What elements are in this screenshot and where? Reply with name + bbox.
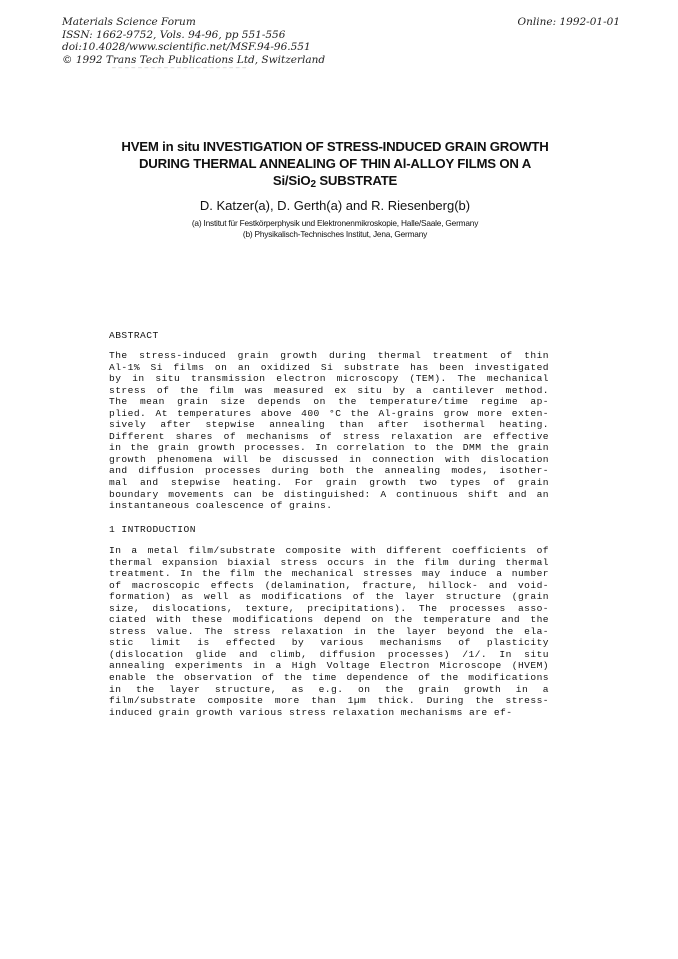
text-line: in the layer structure, as e.g. on the grain growth in a: [109, 683, 549, 695]
issn-line: ISSN: 1662-9752, Vols. 94-96, pp 551-556: [62, 28, 286, 41]
text-line: and diffusion processes during both the annealing modes, isother-: [109, 465, 549, 477]
text-line: sively after stepwise annealing than after isothermal heating.: [109, 419, 549, 431]
text-line: boundary movements can be distinguished: A continuous shift and an: [109, 488, 549, 500]
text-line: of macroscopic effects (delamination, fracture, hillock- and void-: [109, 579, 549, 591]
text-line: Al-1% Si films on an oxidized Si substrate has been investigated: [109, 361, 549, 373]
title-line-1: HVEM in situ INVESTIGATION OF STRESS-INDUCED GRAIN GROWTH: [121, 139, 549, 154]
text-line: The mean grain size depends on the temperature/time regime ap-: [109, 396, 549, 408]
text-line: plied. At temperatures above 400 °C the Al-grains grow more exten-: [109, 407, 549, 419]
doi-link[interactable]: doi:10.4028/www.scientific.net/MSF.94-96.551: [62, 41, 311, 53]
journal-name: Materials Science Forum: [62, 16, 196, 28]
journal-header: [62, 16, 325, 66]
text-line: ciated with these modifications depend on the temperature and the: [109, 614, 549, 626]
text-line: Different shares of mechanisms of stress relaxation are effective: [109, 430, 549, 442]
text-line: stress of the film was measured ex situ by a cantilever method.: [109, 384, 549, 396]
authors: D. Katzer(a), D. Gerth(a) and R. Riesenberg(b): [199, 198, 471, 213]
text-line: treatment. In the film the mechanical stresses may induce a number: [109, 568, 549, 580]
text-line: (dislocation glide and climb, diffusion processes) /1/. In situ: [109, 648, 549, 660]
text-line: In a metal film/substrate composite with different coefficients of: [109, 545, 549, 556]
text-line: thermal expansion biaxial stress occurs in the film during thermal: [109, 556, 549, 568]
introduction-heading: 1 INTRODUCTION: [109, 524, 196, 535]
introduction-body: [109, 545, 549, 718]
text-line: induced grain growth various stress relaxation mechanisms are ef-: [109, 706, 513, 718]
text-line: formation) as well as modifications of the layer structure (grain: [109, 591, 549, 603]
text-line: The stress-induced grain growth during thermal treatment of thin: [109, 350, 549, 361]
copyright-line: © 1992 Trans Tech Publications Ltd, Switzerland: [62, 53, 326, 66]
faint-copyright-strip: ─ ─ ─ ─ ─ ─ ─ ─ ─ ─ ─ ─ ─ ─ ─ ─ ─ ─ ─ ─ ─: [112, 65, 247, 72]
text-line: instantaneous coalescence of grains.: [109, 500, 333, 512]
text-line: by in situ transmission electron microscopy (TEM). The mechanical: [109, 373, 549, 385]
title-line-2: DURING THERMAL ANNEALING OF THIN Al-ALLOY FILMS ON A: [138, 156, 532, 171]
paper-title: [90, 138, 580, 193]
title-line-3: Si/SiO$_2$ SUBSTRATE: [272, 173, 398, 190]
text-line: stic limit is effected by various mechanisms of plasticity: [109, 637, 549, 649]
abstract-heading: ABSTRACT: [109, 330, 159, 341]
online-date: Online: 1992-01-01: [517, 16, 620, 28]
text-line: stress value. The stress relaxation in the layer beyond the ela-: [109, 625, 549, 637]
text-line: film/substrate composite more than 1µm thick. During the stress-: [109, 695, 549, 707]
text-line: growth phenomena will be discussed in connection with dislocation: [109, 453, 549, 465]
text-line: in the grain growth processes. In correlation to the DMM the grain: [109, 442, 549, 454]
text-line: mal and stepwise heating. For grain growth two types of grain: [109, 477, 549, 489]
affiliation-a: (a) Institut für Festkörperphysik und Elektronenmikroskopie, Halle/Saale, Germany: [191, 218, 479, 228]
text-line: enable the observation of the time dependence of the modifications: [109, 672, 549, 684]
text-line: annealing experiments in a High Voltage Electron Microscope (HVEM): [109, 660, 549, 672]
abstract-body: [109, 350, 549, 512]
affiliation-b: (b) Physikalisch-Technisches Institut, Jena, Germany: [242, 229, 428, 239]
text-line: size, dislocations, texture, precipitations). The processes asso-: [109, 602, 549, 614]
